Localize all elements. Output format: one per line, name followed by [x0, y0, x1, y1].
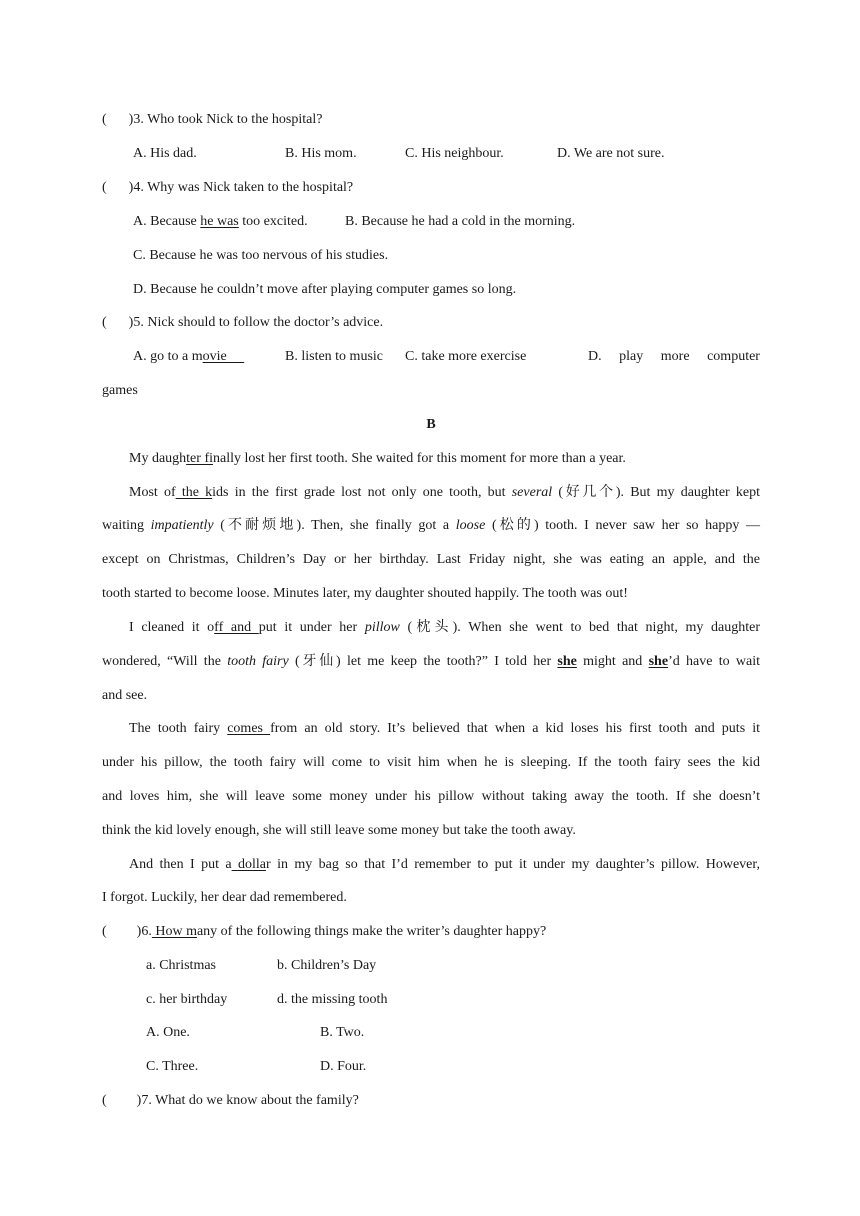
q3-option-b: B. His mom. [285, 146, 357, 161]
passage-paragraph-4-line-2: under his pillow, the tooth fairy will come to visit him when he is sleeping. If the tooth fairy sees the kid [102, 755, 760, 770]
q6-option-a: A. One. [146, 1025, 190, 1040]
question-stem: 7. What do we know about the family? [141, 1093, 359, 1108]
underlined-text: ovie [202, 349, 245, 364]
q6-item-a: a. Christmas [146, 958, 216, 973]
underlined-text: dolla [231, 857, 266, 872]
answer-paren-close: ) [136, 1093, 142, 1108]
passage-paragraph-2-line-2 [102, 516, 760, 536]
passage-paragraph-2-line-4: tooth started to become loose. Minutes later, my daughter shouted happily. The tooth was out! [102, 586, 628, 601]
q5-option-a [133, 347, 244, 367]
option-text: A. Because [133, 214, 201, 229]
underlined-text: he was [200, 214, 239, 229]
italic-word: several [511, 485, 553, 500]
answer-paren-open: ( [102, 315, 107, 330]
answer-paren-close: ) [128, 315, 134, 330]
q6-option-c: C. Three. [146, 1059, 199, 1074]
option-text: more [660, 349, 690, 364]
question-stem: 4. Why was Nick taken to the hospital? [133, 180, 354, 195]
q4-option-c: C. Because he was too nervous of his studies. [133, 248, 389, 263]
question-3 [102, 110, 322, 130]
answer-paren-open: ( [102, 180, 107, 195]
q5-option-b: B. listen to music [285, 349, 383, 364]
passage-text: (枕头). When she went to bed that night, my daughter [399, 620, 761, 635]
q3-option-d: D. We are not sure. [557, 146, 665, 161]
option-text: play [619, 349, 644, 364]
underlined-text: ff and [214, 620, 259, 635]
question-4 [102, 178, 353, 198]
passage-text: might and [576, 654, 649, 669]
underlined-text: ter fi [186, 451, 213, 466]
passage-paragraph-4-line-3: and loves him, she will leave some money under his pillow without taking away the tooth. If she doesn’t [102, 789, 760, 804]
passage-text: (松的) tooth. I never saw her so happy — [485, 518, 760, 533]
answer-paren-open: ( [102, 924, 107, 939]
passage-paragraph-5-line-1 [129, 855, 760, 875]
passage-paragraph-3-line-2 [102, 652, 760, 672]
passage-text: from an old story. It’s believed that when a kid loses his first tooth and puts it [270, 721, 761, 736]
italic-word: impatiently [150, 518, 214, 533]
q4-option-d: D. Because he couldn’t move after playing computer games so long. [133, 282, 517, 297]
answer-paren-close: ) [136, 924, 142, 939]
question-stem: any of the following things make the writer’s daughter happy? [196, 924, 547, 939]
passage-paragraph-2-line-3: except on Christmas, Children’s Day or her birthday. Last Friday night, she was eating an apple, and the [102, 552, 760, 567]
underlined-text: comes [227, 721, 271, 736]
passage-paragraph-1 [129, 449, 626, 469]
passage-text: (不耐烦地). Then, she finally got a [213, 518, 456, 533]
passage-text: And then I put a [129, 857, 232, 872]
q4-option-a [133, 212, 308, 232]
passage-text: put it under her [258, 620, 365, 635]
section-heading: B [426, 417, 436, 432]
passage-text: ’d have to wait [668, 654, 760, 669]
passage-text: My daugh [129, 451, 187, 466]
passage-text: Most of [129, 485, 176, 500]
italic-word: pillow [364, 620, 400, 635]
passage-paragraph-4-line-4: think the kid lovely enough, she will still leave some money but take the tooth away. [102, 823, 576, 838]
italic-word: loose [455, 518, 486, 533]
question-6 [102, 922, 546, 942]
passage-paragraph-4-line-1 [129, 719, 760, 739]
passage-text: wondered, “Will the [102, 654, 228, 669]
passage-text: r in my bag so that I’d remember to put it under my daughter’s pillow. However, [266, 857, 760, 872]
option-text: D. [588, 349, 602, 364]
passage-text: I cleaned it o [129, 620, 215, 635]
passage-paragraph-3-line-1 [129, 618, 760, 638]
q3-option-a: A. His dad. [133, 146, 197, 161]
option-text: A. go to a m [133, 349, 203, 364]
passage-text: The tooth fairy [129, 721, 228, 736]
underlined-text: the k [175, 485, 213, 500]
answer-paren-open: ( [102, 112, 107, 127]
q6-item-b: b. Children’s Day [277, 958, 377, 973]
q6-option-d: D. Four. [320, 1059, 367, 1074]
q5-option-c: C. take more exercise [405, 349, 527, 364]
q4-option-b: B. Because he had a cold in the morning. [345, 214, 576, 229]
bold-underlined-word: she [557, 654, 577, 669]
q3-option-c: C. His neighbour. [405, 146, 504, 161]
q6-option-b: B. Two. [320, 1025, 365, 1040]
italic-word: tooth fairy [227, 654, 289, 669]
q6-item-c: c. her birthday [146, 992, 228, 1007]
question-stem: 5. Nick should to follow the doctor’s advice. [133, 315, 384, 330]
bold-underlined-word: she [648, 654, 669, 669]
passage-text: waiting [102, 518, 151, 533]
passage-text: (牙仙) let me keep the tooth?” I told her [288, 654, 558, 669]
question-stem: 3. Who took Nick to the hospital? [133, 112, 323, 127]
passage-paragraph-2-line-1 [129, 483, 760, 503]
option-text: computer [707, 349, 760, 364]
question-number: 6. [141, 924, 152, 939]
question-7 [102, 1091, 359, 1111]
underlined-text: How m [151, 924, 197, 939]
passage-text: nally lost her first tooth. She waited for this moment for more than a year. [213, 451, 626, 466]
question-5 [102, 313, 383, 333]
passage-paragraph-3-line-3: and see. [102, 688, 148, 703]
passage-text: (好几个). But my daughter kept [552, 485, 760, 500]
answer-paren-close: ) [128, 180, 134, 195]
passage-paragraph-5-line-2: I forgot. Luckily, her dear dad remembered. [102, 890, 347, 905]
option-text: too excited. [238, 214, 308, 229]
answer-paren-open: ( [102, 1093, 107, 1108]
passage-text: ids in the first grade lost not only one tooth, but [212, 485, 512, 500]
answer-paren-close: ) [128, 112, 134, 127]
q6-item-d: d. the missing tooth [277, 992, 388, 1007]
q5-option-d [588, 347, 760, 367]
q5-option-d-continued: games [102, 383, 138, 398]
